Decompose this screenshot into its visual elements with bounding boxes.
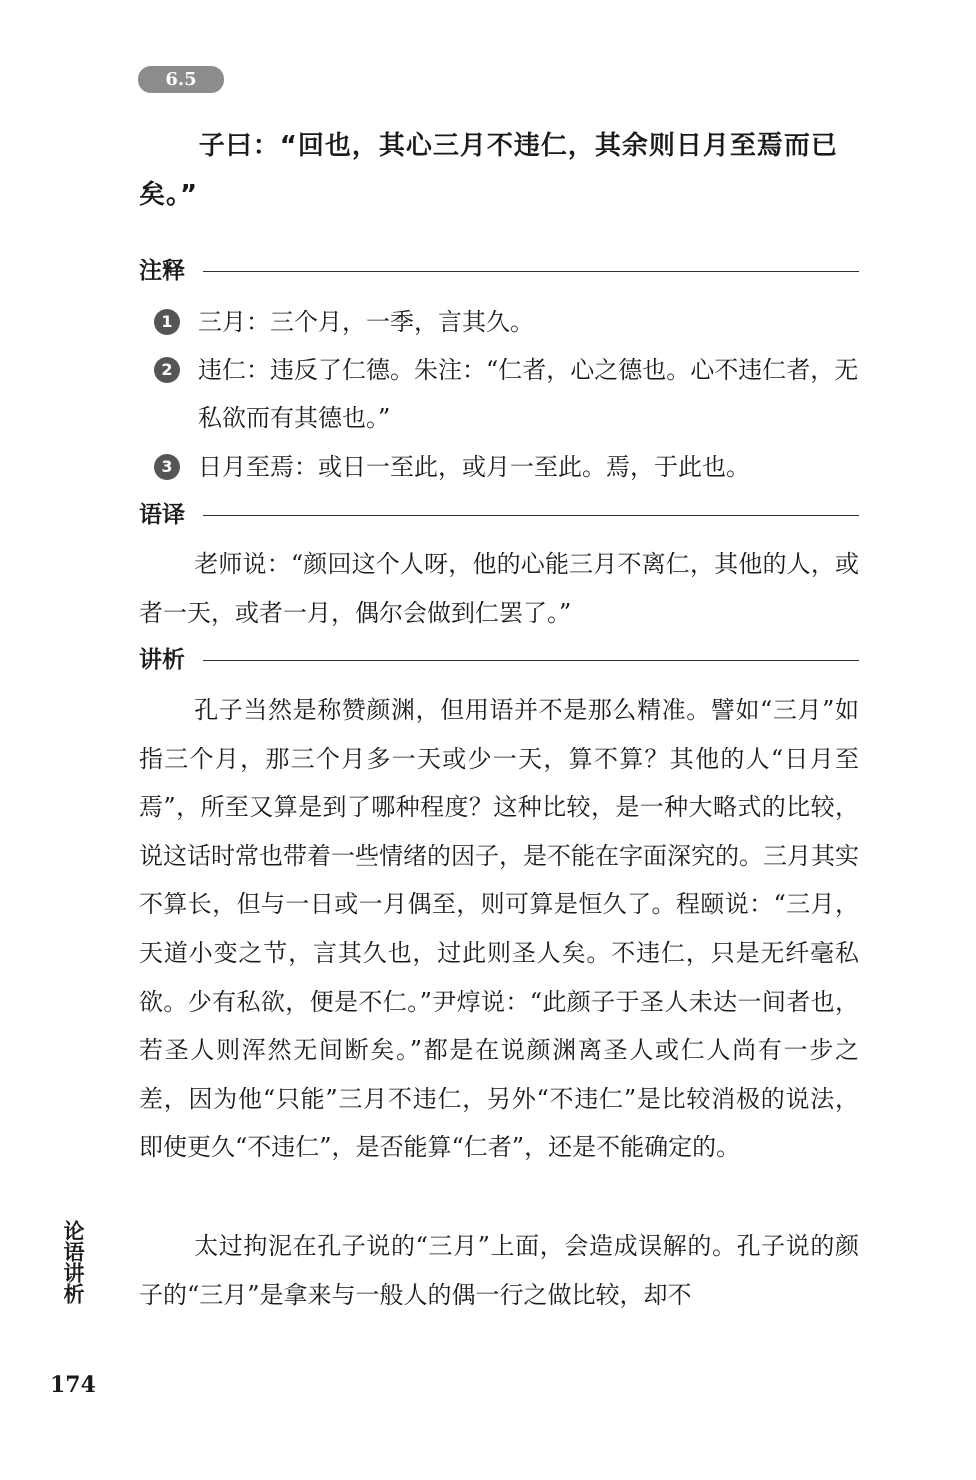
classic-quote: 子曰：“回也，其心三月不违仁，其余则日月至焉而已矣。” [139,131,838,210]
note-item [154,443,859,491]
translation-text: 老师说：“颜回这个人呀，他的心能三月不离仁，其他的人，或者一天，或者一月，偶尔会做到仁罢了。” [139,550,859,627]
note-number: 1 [154,309,180,335]
translation-heading-rule [203,515,859,516]
notes-heading-title: 注释 [139,256,195,286]
section-number-badge: 6.5 [138,66,224,93]
note-number: 3 [154,454,180,480]
analysis-paragraph: 孔子当然是称赞颜渊，但用语并不是那么精准。譬如“三月”如指三个月，那三个月多一天或少一天，算不算？其他的人“日月至焉”，所至又算是到了哪种程度？这种比较，是一种大略式的比较，说这话时常也带着一些情绪的因子，是不能在字面深究的。三月其实不算长，但与一日或一月偶至，则可算是恒久了。程颐说：“三月，天道小变之节，言其久也，过此则圣人矣。不违仁，只是无纤毫私欲。少有私欲，便是不仁。”尹焞说：“此颜子于圣人未达一间者也，若圣人则浑然无间断矣。”都是在说颜渊离圣人或仁人尚有一步之差，因为他“只能”三月不违仁，另外“不违仁”是比较消极的说法，即使更久“不违仁”，是否能算“仁者”，还是不能确定的。 [139,696,859,1162]
book-title-vertical: 论语讲析 [61,1220,85,1304]
note-text: 日月至焉：或日一至此，或月一至此。焉，于此也。 [198,453,750,481]
note-text: 三月：三个月，一季，言其久。 [198,308,534,336]
notes-heading-rule [203,271,859,272]
translation-heading [139,500,859,530]
note-item [154,298,859,346]
note-number: 2 [154,357,180,383]
analysis-heading-rule [203,660,859,661]
analysis-paragraph: 太过拘泥在孔子说的“三月”上面，会造成误解的。孔子说的颜子的“三月”是拿来与一般人的偶一行之做比较，却不 [139,1232,859,1309]
note-item [154,346,859,442]
translation-heading-title: 语译 [139,500,195,530]
analysis-heading-title: 讲析 [139,645,195,675]
note-text: 违仁：违反了仁德。朱注：“仁者，心之德也。心不违仁者，无私欲而有其德也。” [198,356,859,432]
notes-heading [139,256,859,286]
page-number: 174 [50,1372,96,1398]
analysis-heading [139,645,859,675]
